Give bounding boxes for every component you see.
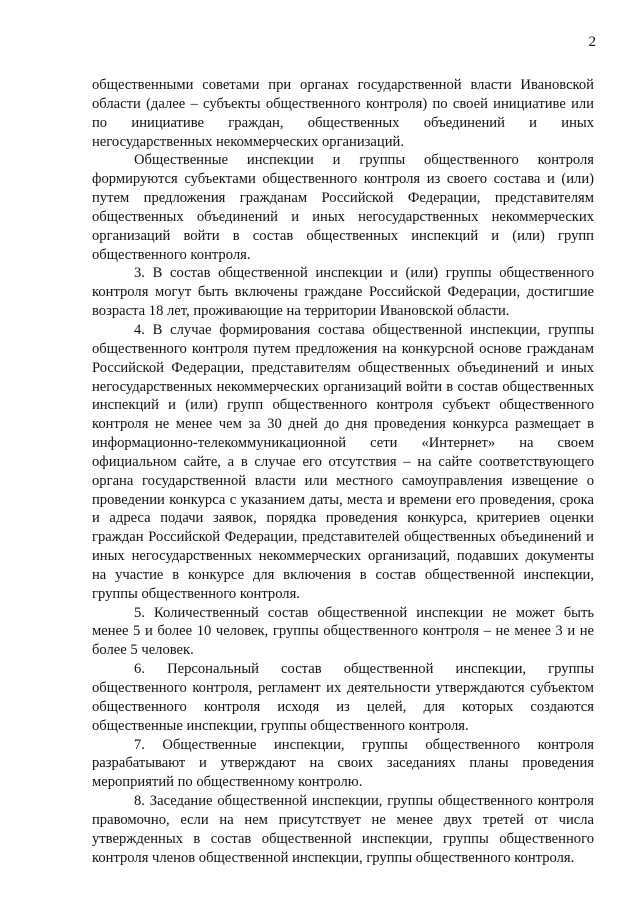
paragraph-item-7: 7. Общественные инспекции, группы общественного контроля разрабатывают и утверждают на своих заседаниях планы проведения мероприятий по общественному контролю. [92,736,594,791]
paragraph-item-5: 5. Количественный состав общественной инспекции не может быть менее 5 и более 10 человек, группы общественного контроля – не менее 3 и не более 5 человек. [92,604,594,659]
paragraph-item-6: 6. Персональный состав общественной инспекции, группы общественного контроля, регламент их деятельности утверждаются субъектом общественного контроля исходя из целей, для которых создаются общественные инспекции, группы общественного контроля. [92,661,594,734]
document-body [92,76,594,867]
paragraph-formation: Общественные инспекции и группы общественного контроля формируются субъектами общественного контроля из своего состава и (или) путем предложения гражданам Российской Федерации, представителям общественных объединений и иных негосударственных некоммерческих организаций войти в состав общественных инспекций и (или) групп общественного контроля. [92,152,594,263]
paragraph-continuation: общественными советами при органах государственной власти Ивановской области (далее – субъекты общественного контроля) по своей инициативе или по инициативе граждан, общественных объединений и иных негосударственных некоммерческих организаций. [92,77,594,150]
paragraph-item-3: 3. В состав общественной инспекции и (или) группы общественного контроля могут быть включены граждане Российской Федерации, достигшие возраста 18 лет, проживающие на территории Ивановской области. [92,265,594,320]
paragraph-item-4: 4. В случае формирования состава общественной инспекции, группы общественного контроля путем предложения на конкурсной основе гражданам Российской Федерации, представителям общественных объединений и иных негосударственных некоммерческих организаций войти в состав общественных инспекций и (или) групп общественного контроля субъект общественного контроля не менее чем за 30 дней до дня проведения конкурса размещает в информационно-телекоммуникационной сети «Интернет» на своем официальном сайте, а в случае его отсутствия – на сайте соответствующего органа государственной власти или местного самоуправления извещение о проведении конкурса с указанием даты, места и времени его проведения, срока и адреса подачи заявок, порядка проведения конкурса, критериев оценки граждан Российской Федерации, представителей общественных объединений и иных негосударственных некоммерческих организаций, подавших документы на участие в конкурсе для включения в состав общественной инспекции, группы общественного контроля. [92,321,594,602]
page-number: 2 [588,34,596,50]
paragraph-item-8: 8. Заседание общественной инспекции, группы общественного контроля правомочно, если на нем присутствует не менее двух третей от числа утвержденных в состав общественной инспекции, группы общественного контроля членов общественной инспекции, группы общественного контроля. [92,793,594,866]
